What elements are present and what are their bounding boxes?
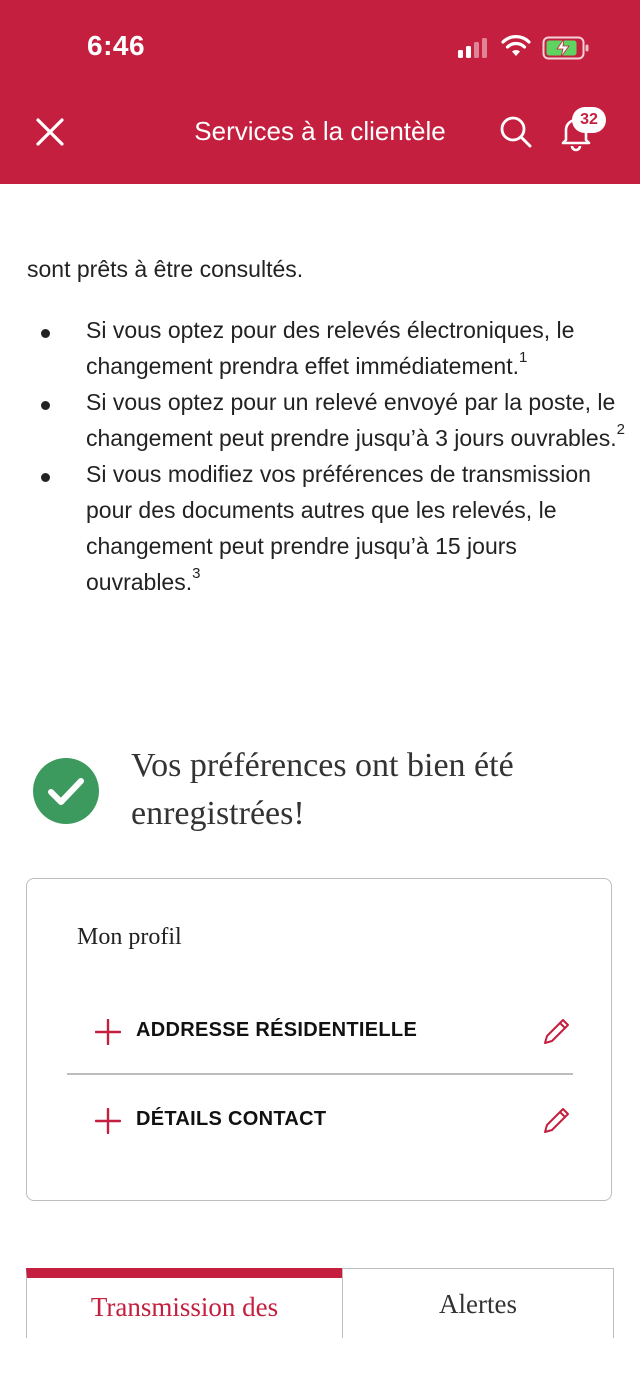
status-time: 6:46 [87,30,146,61]
footnote-marker[interactable]: 2 [616,421,625,439]
profile-row-contact[interactable] [67,1086,573,1156]
search-icon[interactable] [498,114,534,150]
footnote-marker[interactable]: 1 [519,349,528,367]
tab-alertes[interactable]: Alertes [342,1268,614,1338]
row-label: ADDRESSE RÉSIDENTIELLE [136,1019,418,1041]
success-message: Vos préférences ont bien été enregistrées! [131,747,514,832]
page-title [0,116,640,147]
card-title: Mon profil [77,924,182,950]
footnote-marker[interactable]: 3 [192,565,201,583]
pencil-icon[interactable] [539,1104,573,1138]
page-title-text: Services à la clientèle [194,116,446,146]
bullet-text: Si vous optez pour des relevés électroniques, le changement prendra effet immédiatement. [86,317,575,379]
tab-bar [26,1268,614,1338]
profile-row-address[interactable] [67,997,573,1067]
bullet-list [0,312,640,600]
check-circle-icon [33,758,99,824]
battery-icon [542,36,590,60]
tab-transmission[interactable]: Transmission des [26,1268,342,1338]
bullet-text: Si vous optez pour un relevé envoyé par la poste, le changement peut prendre jusqu’à 3 jours ouvrables. [86,389,617,451]
list-item [0,456,640,600]
notification-badge: 32 [572,107,606,133]
wifi-icon [501,34,531,58]
list-item [0,384,640,456]
row-label: DÉTAILS CONTACT [136,1108,327,1130]
pencil-icon[interactable] [539,1015,573,1049]
profile-card [26,878,612,1201]
bullet-dot [41,329,50,338]
plus-icon[interactable] [95,1108,121,1134]
list-item [0,312,640,384]
bullet-dot [41,473,50,482]
signal-icon [458,38,492,58]
app-header [0,0,640,184]
bullet-dot [41,401,50,410]
divider [67,1073,573,1075]
plus-icon[interactable] [95,1019,121,1045]
intro-text: sont prêts à être consultés. [27,256,304,282]
bullet-text: Si vous modifiez vos préférences de transmission pour des documents autres que les relevés, le changement peut prendre jusqu’à 15 jours ouvrables. [86,461,591,595]
